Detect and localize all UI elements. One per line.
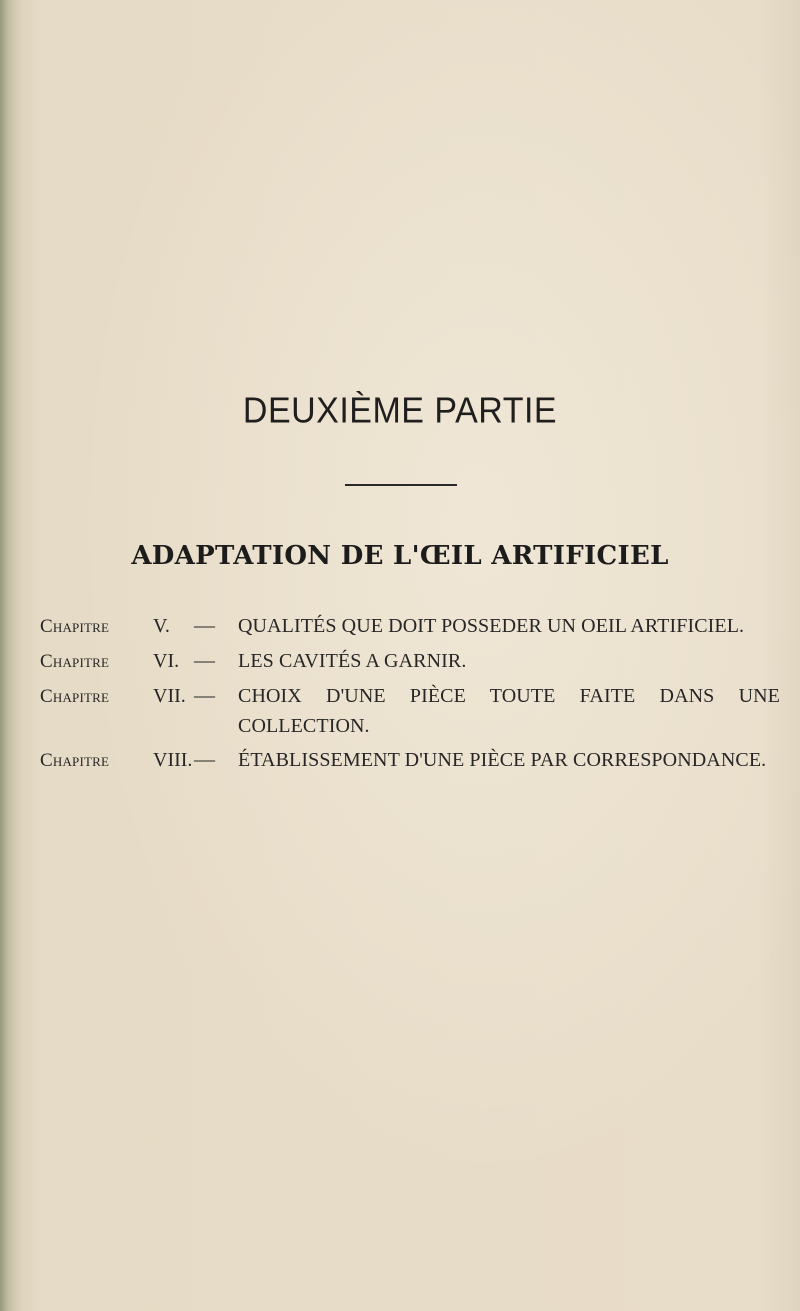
chapter-number: V. bbox=[153, 615, 170, 637]
chapter-entry-viii bbox=[40, 744, 780, 776]
chapter-entry-v bbox=[40, 610, 780, 642]
chapter-entry-vi bbox=[40, 645, 780, 677]
chapter-number: VIII. bbox=[153, 749, 193, 771]
chapter-title: LES CAVITÉS A GARNIR. bbox=[238, 650, 467, 672]
chapter-dash: — bbox=[194, 648, 215, 672]
chapter-list bbox=[40, 610, 780, 776]
chapter-label: Chapitre bbox=[40, 651, 110, 672]
chapter-title: ÉTABLISSEMENT D'UNE PIÈCE PAR CORRESPONDANCE. bbox=[238, 749, 767, 771]
section-title: ADAPTATION DE L'ŒIL ARTIFICIEL bbox=[131, 541, 669, 571]
chapter-label: Chapitre bbox=[40, 616, 110, 637]
chapter-label: Chapitre bbox=[40, 686, 110, 707]
part-title: DEUXIÈME PARTIE bbox=[242, 391, 558, 431]
chapter-label: Chapitre bbox=[40, 750, 110, 771]
chapter-dash: — bbox=[194, 613, 215, 637]
chapter-title: QUALITÉS QUE DOIT POSSEDER UN OEIL ARTIFICIEL. bbox=[238, 615, 745, 637]
title-divider-rule bbox=[345, 484, 457, 486]
chapter-entry-vii bbox=[40, 680, 780, 741]
chapter-number: VII. bbox=[153, 685, 186, 707]
chapter-number: VI. bbox=[153, 650, 180, 672]
chapter-title: CHOIX D'UNE PIÈCE TOUTE FAITE DANS UNE COLLECTION. bbox=[238, 685, 780, 737]
page-edge-shadow bbox=[0, 0, 22, 1311]
chapter-dash: — bbox=[194, 747, 215, 771]
chapter-dash: — bbox=[194, 683, 215, 707]
